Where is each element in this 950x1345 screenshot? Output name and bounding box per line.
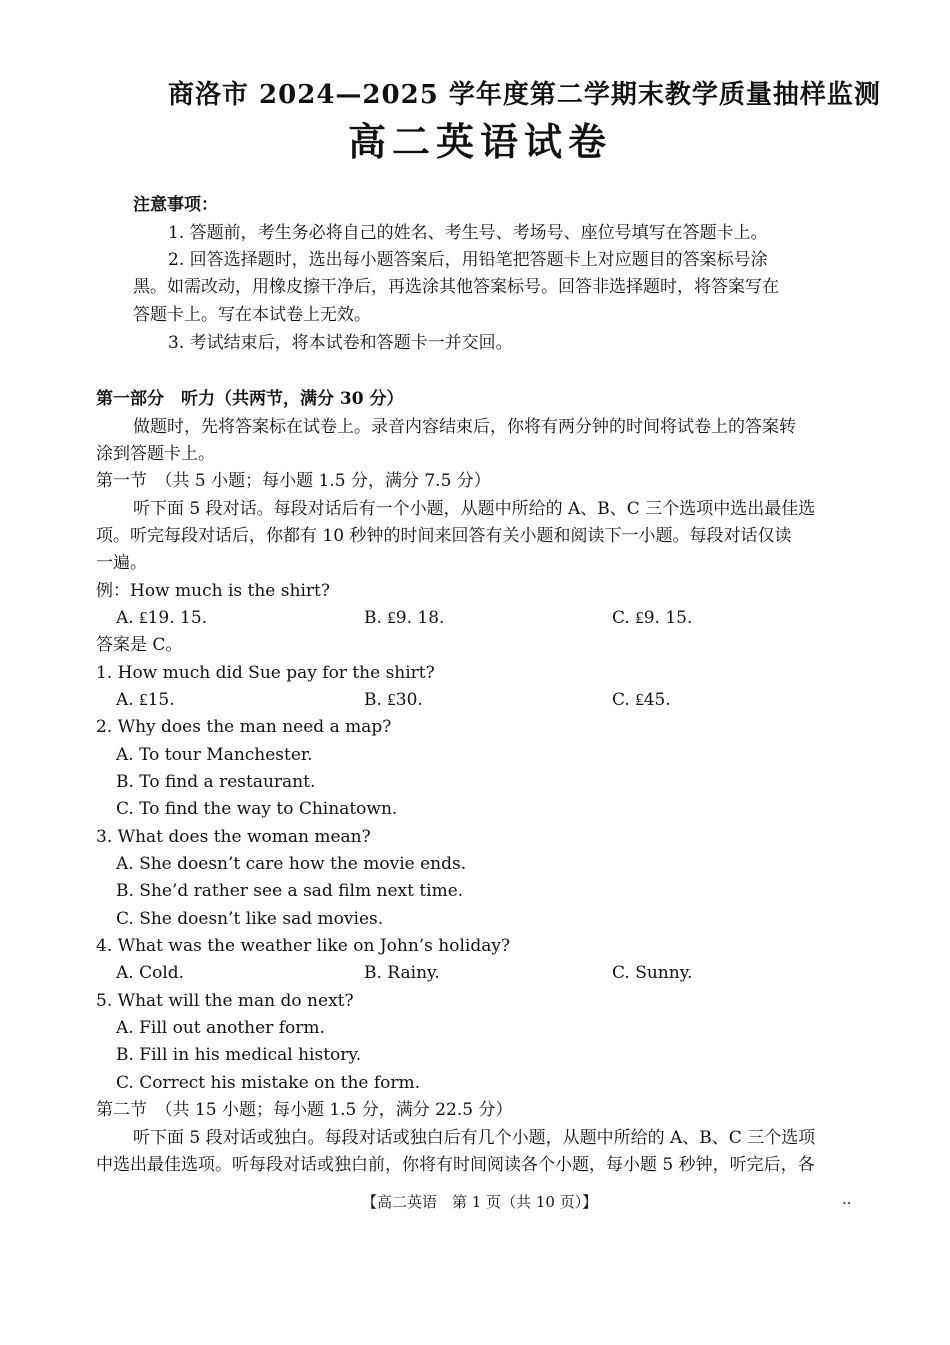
section1-heading: 第一节 （共 5 小题；每小题 1.5 分，满分 7.5 分） [96, 471, 491, 491]
part1-intro-line-2: 涂到答题卡上。 [96, 444, 215, 464]
question-5-stem: 5. What will the man do next? [96, 991, 354, 1011]
exam-title: 商洛市 2024—2025 学年度第二学期末教学质量抽样监测 [168, 80, 881, 110]
part1-intro-line-1: 做题时，先将答案标在试卷上。录音内容结束后，你将有两分钟的时间将试卷上的答案转 [133, 417, 796, 437]
question-3-option-a: A. She doesn’t care how the movie ends. [116, 854, 467, 874]
question-4-option-c: C. Sunny. [612, 963, 693, 983]
example-question: 例：How much is the shirt? [96, 581, 330, 601]
question-1-option-b: B. ₤30. [364, 690, 423, 710]
question-2-option-b: B. To find a restaurant. [116, 772, 316, 792]
question-4-stem: 4. What was the weather like on John’s holiday? [96, 936, 511, 956]
notice-item-2-line-1: 2. 回答选择题时，选出每小题答案后，用铅笔把答题卡上对应题目的答案标号涂 [168, 250, 768, 270]
notice-item-2-line-3: 答题卡上。写在本试卷上无效。 [133, 305, 371, 325]
notice-item-1: 1. 答题前，考生务必将自己的姓名、考生号、考场号、座位号填写在答题卡上。 [168, 223, 768, 243]
exam-subtitle: 高二英语试卷 [348, 119, 613, 164]
question-4-option-a: A. Cold. [116, 963, 185, 983]
part1-heading: 第一部分 听力（共两节，满分 30 分） [96, 389, 404, 409]
question-3-stem: 3. What does the woman mean? [96, 827, 371, 847]
question-5-option-b: B. Fill in his medical history. [116, 1045, 362, 1065]
example-option-c: C. ₤9. 15. [612, 608, 693, 628]
example-answer: 答案是 C。 [96, 635, 183, 655]
page-footer: 【高二英语 第 1 页（共 10 页）】 [362, 1193, 598, 1211]
section2-heading: 第二节 （共 15 小题；每小题 1.5 分，满分 22.5 分） [96, 1100, 513, 1120]
section2-instruction-line-2: 中选出最佳选项。听每段对话或独白前，你将有时间阅读各个小题，每小题 5 秒钟，听完后，各 [96, 1155, 815, 1175]
footer-mark: ·· [842, 1194, 852, 1212]
question-4-option-b: B. Rainy. [364, 963, 440, 983]
example-option-a: A. ₤19. 15. [116, 608, 208, 628]
example-option-b: B. ₤9. 18. [364, 608, 445, 628]
question-2-option-a: A. To tour Manchester. [116, 745, 313, 765]
section2-instruction-line-1: 听下面 5 段对话或独白。每段对话或独白后有几个小题，从题中所给的 A、B、C 三个选项 [133, 1128, 816, 1148]
notice-heading: 注意事项： [133, 195, 218, 215]
notice-item-2-line-2: 黑。如需改动，用橡皮擦干净后，再选涂其他答案标号。回答非选择题时，将答案写在 [133, 277, 779, 297]
question-2-stem: 2. Why does the man need a map? [96, 717, 392, 737]
question-5-option-a: A. Fill out another form. [116, 1018, 325, 1038]
section1-instruction-line-2: 项。听完每段对话后，你都有 10 秒钟的时间来回答有关小题和阅读下一小题。每段对话仅读 [96, 526, 792, 546]
question-3-option-b: B. She’d rather see a sad film next time. [116, 881, 464, 901]
question-5-option-c: C. Correct his mistake on the form. [116, 1073, 421, 1093]
notice-item-3: 3. 考试结束后，将本试卷和答题卡一并交回。 [168, 333, 513, 353]
question-1-option-c: C. ₤45. [612, 690, 671, 710]
section1-instruction-line-3: 一遍。 [96, 553, 147, 573]
section1-instruction-line-1: 听下面 5 段对话。每段对话后有一个小题，从题中所给的 A、B、C 三个选项中选出最佳选 [133, 499, 816, 519]
question-1-stem: 1. How much did Sue pay for the shirt? [96, 663, 435, 683]
question-3-option-c: C. She doesn’t like sad movies. [116, 909, 384, 929]
question-1-option-a: A. ₤15. [116, 690, 175, 710]
question-2-option-c: C. To find the way to Chinatown. [116, 799, 398, 819]
